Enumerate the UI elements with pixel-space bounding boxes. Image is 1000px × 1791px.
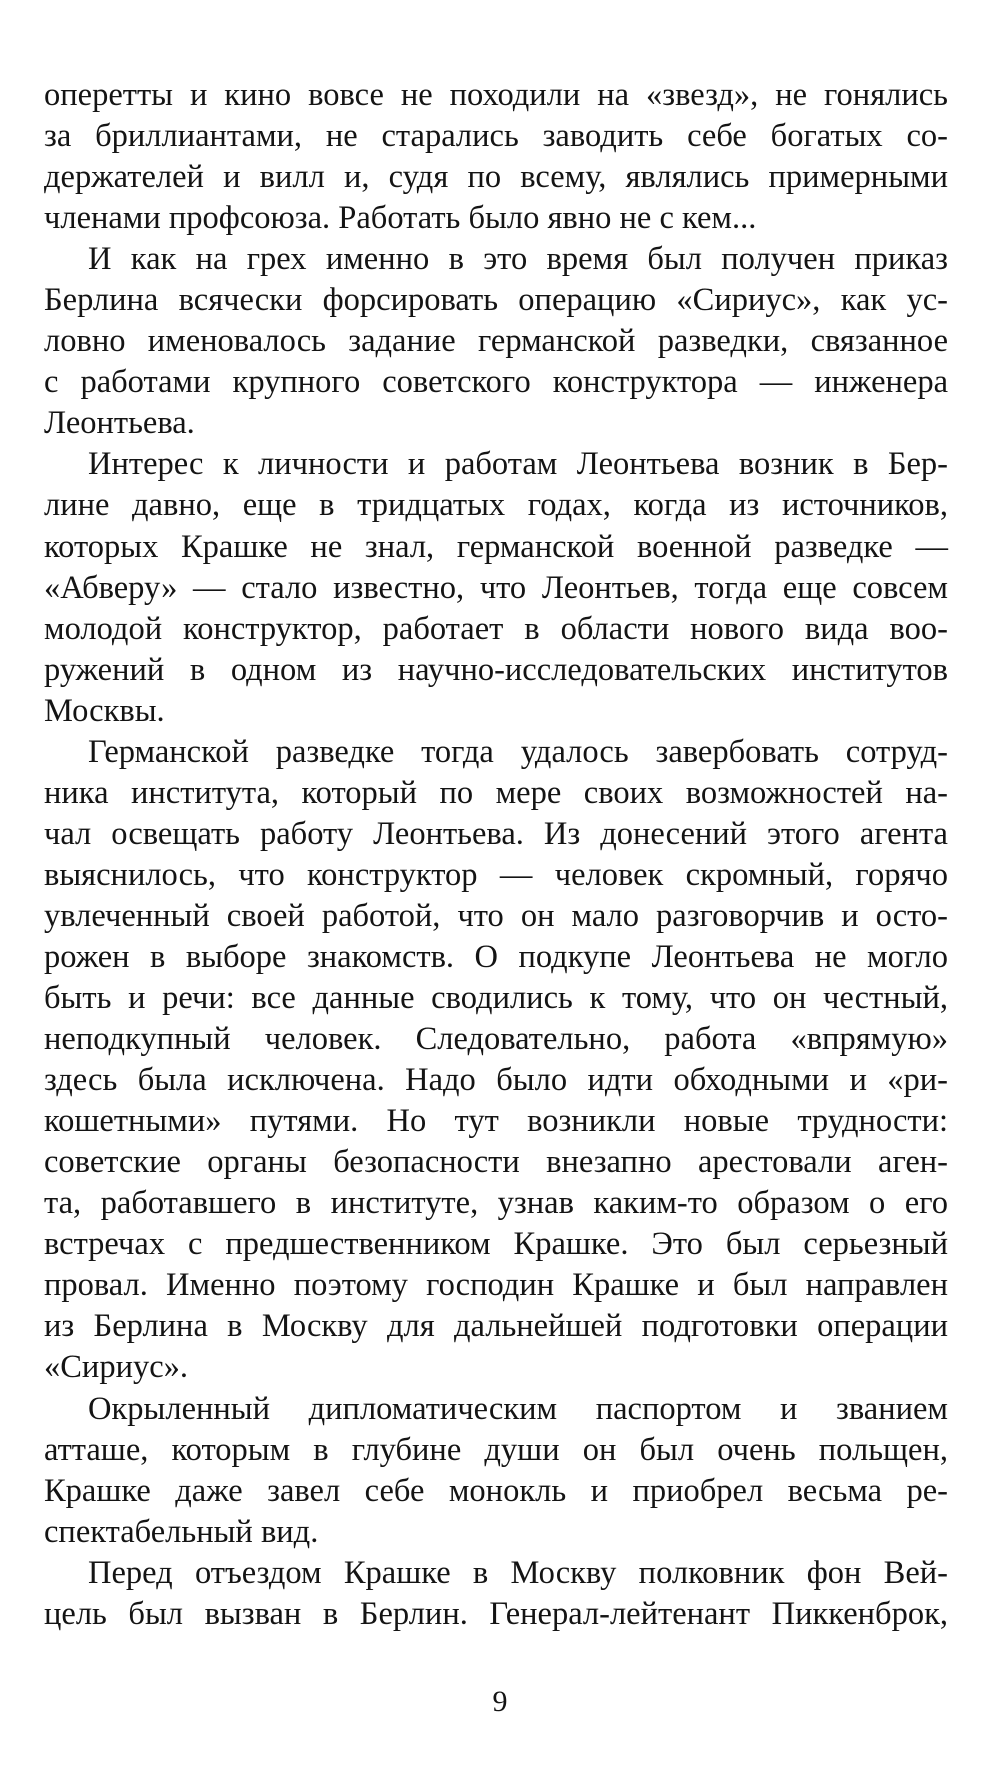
text-line: та, работавшего в институте, узнав каким-то образом о его [44,1185,948,1222]
text-line: «Сириус». [44,1349,189,1386]
text-line: оперетты и кино вовсе не походили на «звезд», не гонялись [44,77,948,113]
text-line: Москвы. [44,692,165,729]
text-line: членами профсоюза. Работать было явно не с кем... [44,200,757,237]
text-line: ружений в одном из научно-исследовательских институтов [44,651,948,688]
text-line: ловно именовалось задание германской разведки, связанное [44,323,948,360]
body-text [44,75,948,1635]
text-line: Крашке даже завел себе монокль и приобрел весьма ре- [44,1472,948,1509]
text-line: Германской разведке тогда удалось завербовать сотруд- [88,733,948,770]
text-line: Интерес к личности и работам Леонтьева возник в Бер- [88,446,948,483]
text-line: рожен в выборе знакомств. О подкупе Леонтьева не могло [44,938,948,975]
text-line: выяснилось, что конструктор — человек скромный, горячо [44,856,948,893]
text-line: «Абверу» — стало известно, что Леонтьев, тогда еще совсем [44,569,948,606]
text-line: лине давно, еще в тридцатых годах, когда из источников, [44,487,948,524]
text-line: кошетными» путями. Но тут возникли новые трудности: [44,1103,948,1140]
text-line: советские органы безопасности внезапно арестовали аген- [44,1144,948,1181]
text-line: которых Крашке не знал, германской военной разведке — [44,528,948,565]
text-line: И как на грех именно в это время был получен приказ [88,241,948,278]
text-line: провал. Именно поэтому господин Крашке и был направлен [44,1267,948,1304]
text-line: Леонтьева. [44,405,195,442]
text-line: держателей и вилл и, судя по всему, являлись примерными [44,159,948,196]
text-line: ника института, который по мере своих возможностей на- [44,774,948,811]
text-line: чал освещать работу Леонтьева. Из донесений этого агента [44,815,948,852]
text-line: быть и речи: все данные сводились к тому, что он честный, [44,980,948,1017]
text-line: увлеченный своей работой, что он мало разговорчив и осто- [44,897,948,934]
text-line: Перед отъездом Крашке в Москву полковник фон Вей- [88,1554,948,1591]
text-line: Берлина всячески форсировать операцию «Сириус», как ус- [44,282,948,319]
text-line: цель был вызван в Берлин. Генерал-лейтенант Пиккенброк, [44,1595,948,1632]
page-number: 9 [492,1685,508,1718]
text-line: молодой конструктор, работает в области нового вида воо- [44,610,948,647]
text-line: встречах с предшественником Крашке. Это был серьезный [44,1226,948,1263]
text-line: за бриллиантами, не старались заводить себе богатых со- [44,118,948,155]
text-line: из Берлина в Москву для дальнейшей подготовки операции [44,1308,948,1345]
text-line: неподкупный человек. Следовательно, работа «впрямую» [44,1021,948,1058]
text-line: спектабельный вид. [44,1513,319,1550]
text-line: здесь была исключена. Надо было идти обходными и «ри- [44,1062,948,1099]
text-line: атташе, которым в глубине души он был очень польщен, [44,1431,948,1468]
text-line: с работами крупного советского конструктора — инженера [44,364,948,401]
text-line: Окрыленный дипломатическим паспортом и званием [88,1390,948,1427]
